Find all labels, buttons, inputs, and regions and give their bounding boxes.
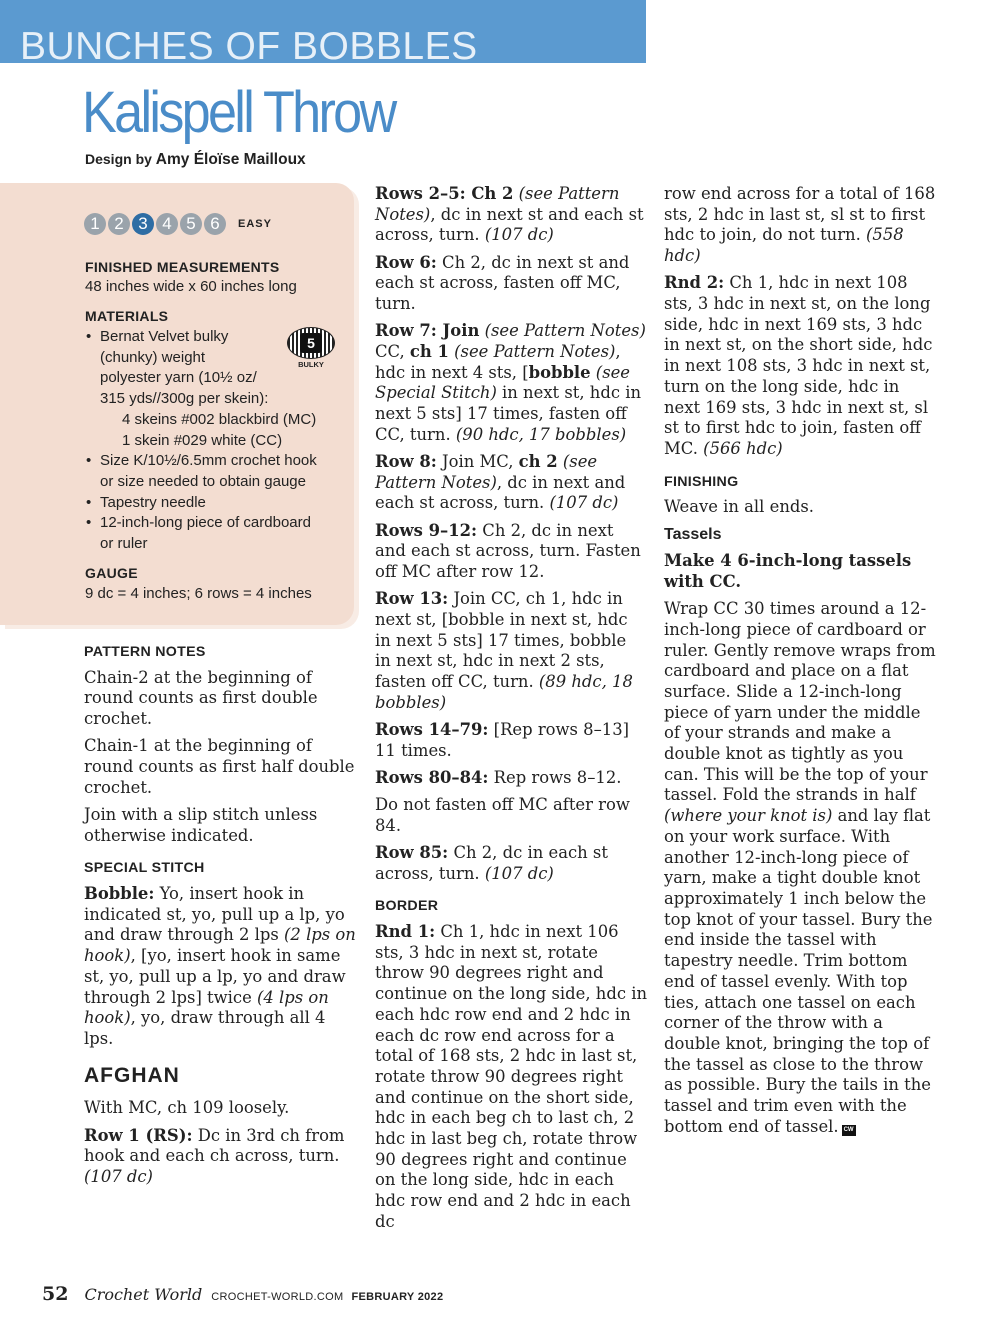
row-label: Row 6: xyxy=(375,252,437,272)
afghan-intro: With MC, ch 109 loosely. xyxy=(84,1098,290,1118)
instruction-text: Ch 2, dc in next and each st across, turn. Fasten off MC after row 12. xyxy=(375,520,641,581)
special-stitch-heading: SPECIAL STITCH xyxy=(84,860,205,877)
row-label: Rows 9–12: xyxy=(375,520,478,540)
row-label: Row 13: xyxy=(375,589,449,609)
instruction-text: Ch 2, dc in each st across, turn. xyxy=(375,842,608,883)
weave-instruction: Weave in all ends. xyxy=(664,497,814,517)
stitch-count: (558 hdc) xyxy=(664,225,904,266)
round-1-instruction xyxy=(375,922,647,1233)
stitch-count: (107 dc) xyxy=(484,225,554,245)
instruction-text: Wrap CC 30 times around a 12-inch-long piece of cardboard or ruler. Gently remove wraps from cardboard and place on a flat surface. Slide a 12-inch-long piece of yarn under the middle of your strands and make a double knot as tightly as you can. This will be the top of your tassel. Fold the strands in half xyxy=(664,599,936,805)
instruction-text: Yo, insert hook in indicated st, yo, pull up a lp, yo and draw through 2 lps xyxy=(84,884,345,945)
skill-level-4-icon: 4 xyxy=(156,213,178,235)
materials-text: • 12-inch-long piece of cardboard xyxy=(100,514,311,532)
row-13-instruction xyxy=(375,589,647,713)
row-label: Rows 14–79: xyxy=(375,719,489,739)
row-label: Rnd 1: xyxy=(375,922,436,941)
finished-measurements-text: 48 inches wide x 60 inches long xyxy=(85,278,297,295)
skill-level-6-icon: 6 xyxy=(204,213,226,235)
finished-measurements-heading: FINISHED MEASUREMENTS xyxy=(85,259,280,275)
materials-text: • Size K/10½/6.5mm crochet hook xyxy=(100,452,317,470)
column-1 xyxy=(84,642,356,1194)
row-label: Row 8: xyxy=(375,451,437,471)
row-6-instruction xyxy=(375,253,647,315)
page-footer xyxy=(42,1283,443,1305)
byline-prefix: Design by xyxy=(85,151,152,167)
row-label: Rows 2–5: Ch 2 xyxy=(375,184,514,203)
end-mark-icon: CW xyxy=(842,1125,856,1136)
instruction-note: (2 lps on hook) xyxy=(84,925,356,966)
row-label: Row 7: Join xyxy=(375,321,480,341)
stitch-count: (566 hdc) xyxy=(703,438,783,458)
instruction-text: , dc in next st and each st across, turn. xyxy=(375,204,644,245)
magazine-website: CROCHET-WORLD.COM xyxy=(211,1291,344,1303)
gauge-text: 9 dc = 4 inches; 6 rows = 4 inches xyxy=(85,585,312,602)
row-8-instruction xyxy=(375,452,647,514)
instruction-text: [Rep rows 8–13] 11 times. xyxy=(375,719,630,760)
pattern-note: Chain-2 at the beginning of round counts as first double crochet. xyxy=(84,667,318,729)
pattern-note: Chain-1 at the beginning of round counts as first half double crochet. xyxy=(84,736,355,797)
stitch-count: (107 dc) xyxy=(484,863,554,883)
materials-text: or ruler xyxy=(100,535,148,553)
section-banner-text: BUNCHES OF BOBBLES xyxy=(20,25,478,63)
pattern-note: Join with a slip stitch unless otherwise indicated. xyxy=(84,804,318,845)
materials-item-cardboard xyxy=(85,513,345,554)
bobble-instruction xyxy=(84,884,356,1050)
instruction-text: Dc in 3rd ch from hook and each ch across, turn. xyxy=(84,1125,345,1166)
skill-level-label: EASY xyxy=(238,218,272,230)
skill-level-1-icon: 1 xyxy=(84,213,106,235)
instruction-text: Ch 2, dc in next st and each st across, fasten off MC, turn. xyxy=(375,252,630,314)
row-85-instruction xyxy=(375,843,647,884)
column-2 xyxy=(375,184,647,1239)
instruction-bold: ch 1 xyxy=(409,341,449,361)
instruction-note: (where your knot is) xyxy=(664,806,833,826)
instruction-note: (4 lps on hook) xyxy=(84,987,329,1028)
row-label: Row 85: xyxy=(375,842,449,862)
materials-text: or size needed to obtain gauge xyxy=(100,472,306,490)
pattern-notes-heading: PATTERN NOTES xyxy=(84,644,206,660)
row-label: Rows 80–84: xyxy=(375,767,489,787)
bobble-label: Bobble: xyxy=(84,884,155,904)
row-label: Rnd 2: xyxy=(664,273,725,293)
instruction-bold: ch 2 xyxy=(518,451,558,471)
materials-item-yarn xyxy=(85,327,345,410)
instruction-text: , [yo, insert hook in same st, yo, pull up a lp, yo and draw through 2 lps] twice xyxy=(84,946,346,1007)
materials-yarn-cc: 1 skein #029 white (CC) xyxy=(122,431,283,449)
stitch-count: (107 dc) xyxy=(84,1166,153,1186)
rows-9-12-instruction xyxy=(375,521,647,583)
skill-level-indicator xyxy=(84,213,272,235)
instruction-note: (see Pattern Notes) xyxy=(448,341,616,361)
rows-2-5-instruction xyxy=(375,184,647,246)
instruction-text: Join MC, xyxy=(436,451,519,471)
tassel-instructions xyxy=(664,599,936,1137)
materials-item-hook xyxy=(85,451,345,492)
materials-text: • Tapestry needle xyxy=(100,493,206,511)
yarn-weight-number: 5 xyxy=(300,333,322,353)
stitch-count: (89 hdc, 18 bobbles) xyxy=(375,671,633,712)
column-3 xyxy=(664,184,936,1144)
instruction-text: and lay flat on your work surface. With another 12-inch-long piece of yarn, make a tight double knot approximately 1 inch below the top knot of your tassel. Bury the end inside the tassel with tapestry needle. Trim bottom end of tassel evenly. With top ties, attach one tassel on each corner of the throw with a double knot, bringing the top of the tassel as close to the throw as possible. Bury the tails in the tassel and trim even with the bottom end of tassel. xyxy=(664,806,933,1136)
instruction-note: (see Pattern Notes) xyxy=(375,451,598,492)
instruction-text: Ch 1, hdc in next 108 sts, 3 hdc in next st, on the long side, hdc in next 169 sts, 3 hdc in next st, on the short side, hdc in next 108 sts, 3 hdc in next st, turn on the long side, hdc in next 169 sts, 3 hdc in next st, sl st to first hdc to join, fasten off MC. xyxy=(664,273,933,458)
afghan-heading: AFGHAN xyxy=(84,1063,180,1087)
issue-date: FEBRUARY 2022 xyxy=(351,1291,444,1303)
round-2-instruction xyxy=(664,273,936,459)
magazine-name: Crochet World xyxy=(84,1285,203,1304)
instruction-text: , dc in next and each st across, turn. xyxy=(375,472,626,513)
page-number: 52 xyxy=(42,1283,69,1305)
row-7-instruction xyxy=(375,321,647,445)
round-1-continued xyxy=(664,184,936,267)
materials-text: • Bernat Velvet bulky xyxy=(100,328,229,345)
materials-list xyxy=(85,327,345,555)
instruction-note: (see Special Stitch) xyxy=(375,362,631,403)
instruction-note: (see Pattern Notes) xyxy=(375,184,620,224)
rows-14-79-instruction xyxy=(375,720,647,761)
instruction-text: CC, xyxy=(375,341,410,361)
instruction-text: , hdc in next 4 sts, [ xyxy=(375,341,621,382)
tassels-subheading: Make 4 6-inch-long tassels with CC. xyxy=(664,551,912,591)
rows-80-84-instruction xyxy=(375,768,647,789)
gauge-heading: GAUGE xyxy=(85,565,138,581)
instruction-bold: bobble xyxy=(528,362,591,382)
page-title: Kalispell Throw xyxy=(82,80,395,145)
materials-item-needle xyxy=(85,493,345,514)
skill-level-2-icon: 2 xyxy=(108,213,130,235)
skill-level-3-icon: 3 xyxy=(132,213,154,235)
finishing-heading: FINISHING xyxy=(664,473,739,490)
tassels-heading: Tassels xyxy=(664,525,722,543)
instruction-text: , yo, draw through all 4 lps. xyxy=(84,1008,326,1048)
instruction-text: row end across for a total of 168 sts, 2 hdc in last st, sl st to first hdc to join, do not turn. xyxy=(664,184,936,245)
materials-heading: MATERIALS xyxy=(85,308,169,324)
border-heading: BORDER xyxy=(375,898,439,915)
materials-text: (chunky) weight xyxy=(100,348,206,366)
no-fasten-note: Do not fasten off MC after row 84. xyxy=(375,794,630,835)
materials-yarn-mc: 4 skeins #002 blackbird (MC) xyxy=(122,410,317,428)
instruction-text: Ch 1, hdc in next 106 sts, 3 hdc in next st, rotate throw 90 degrees right and continue on the long side, hdc in each hdc row end and 2 hdc in each dc row end across for a total of 168 sts, 2 hdc in last st, rotate throw 90 degrees right and continue on the short side, hdc in each beg ch to last ch, 2 hdc in last beg ch, rotate throw 90 degrees right and continue on the long side, hdc in each hdc row end and 2 hdc in each dc xyxy=(375,922,648,1231)
row-label: Row 1 (RS): xyxy=(84,1125,193,1145)
designer-name: Amy Éloïse Mailloux xyxy=(155,151,306,168)
instruction-text: in next st, hdc in next 5 sts] 17 times, fasten off CC, turn. xyxy=(375,383,642,444)
materials-text: polyester yarn (10½ oz/ xyxy=(100,369,257,387)
byline xyxy=(85,151,306,169)
stitch-count: (90 hdc, 17 bobbles) xyxy=(455,424,627,444)
yarn-weight-label: BULKY xyxy=(298,360,324,369)
stitch-count: (107 dc) xyxy=(549,493,619,513)
skill-level-5-icon: 5 xyxy=(180,213,202,235)
instruction-text: Join CC, ch 1, hdc in next st, [bobble in next st, hdc in next 5 sts] 17 times, bobble in next st, hdc in next 2 sts, fasten off CC, turn. xyxy=(375,589,628,691)
materials-text: 315 yds//300g per skein): xyxy=(100,390,269,408)
instruction-note: (see Pattern Notes) xyxy=(479,321,646,341)
row-1-instruction xyxy=(84,1126,356,1188)
section-banner xyxy=(0,0,646,63)
instruction-text: Rep rows 8–12. xyxy=(488,767,622,787)
